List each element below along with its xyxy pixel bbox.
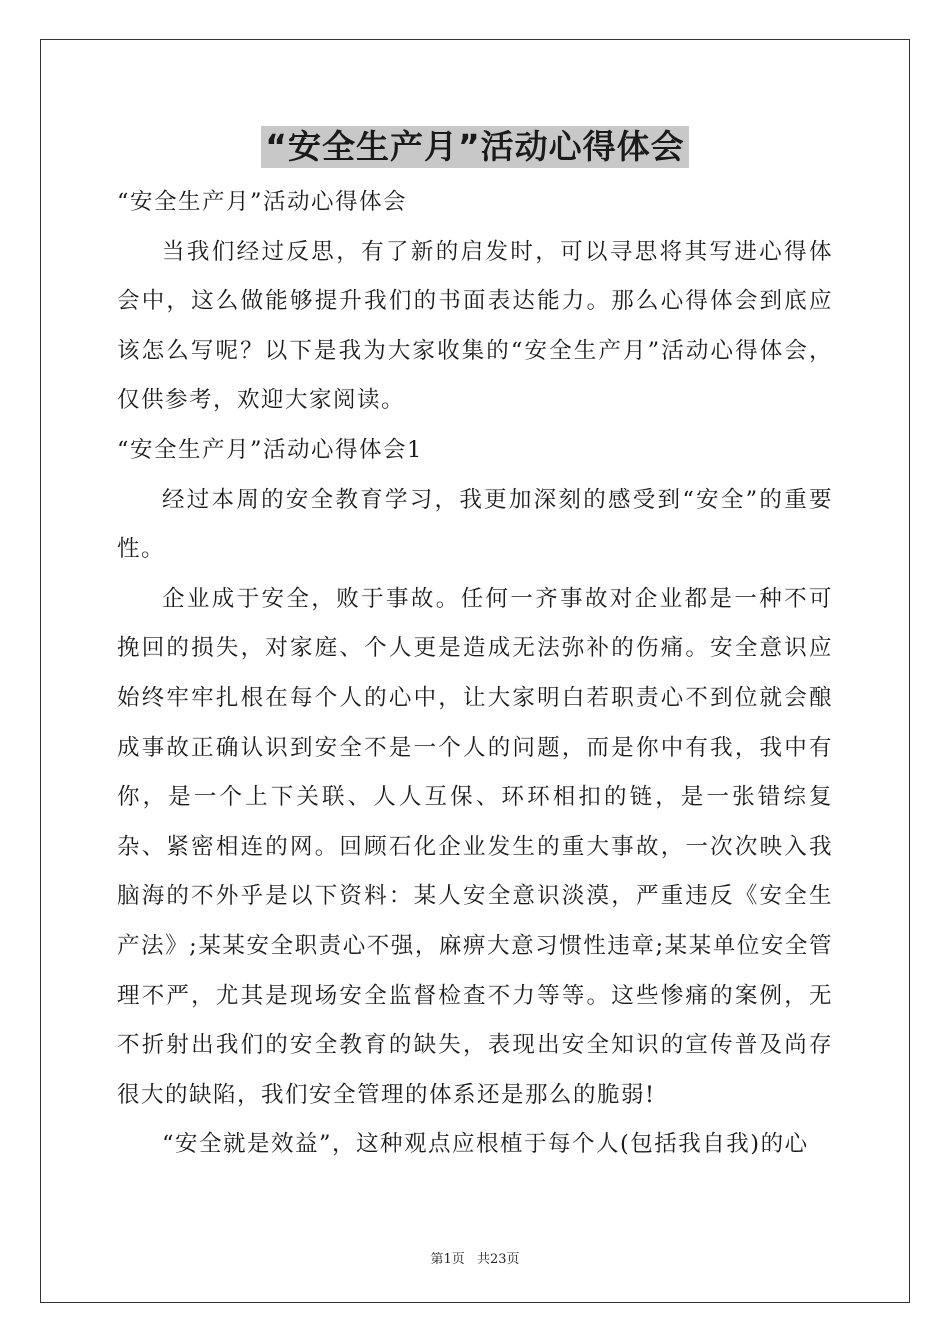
body-paragraph: 企业成于安全，败于事故。任何一齐事故对企业都是一种不可挽回的损失，对家庭、个人更是造成无法弥补的伤痛。安全意识应始终牢牢扎根在每个人的心中，让大家明白若职责心不到位就会酿成事故正确认识到安全不是一个人的问题，而是你中有我，我中有你，是一个上下关联、人人互保、环环相扣的链，是一张错综复杂、紧密相连的网。回顾石化企业发生的重大事故，一次次映入我脑海的不外乎是以下资料：某人安全意识淡漠，严重违反《安全生产法》;某某安全职责心不强，麻痹大意习惯性违章;某某单位安全管理不严，尤其是现场安全监督检查不力等等。这些惨痛的案例，无不折射出我们的安全教育的缺失，表现出安全知识的宣传普及尚存很大的缺陷，我们安全管理的体系还是那么的脆弱! — [117, 585, 833, 1108]
page-number: 第1页 — [430, 1252, 465, 1267]
subtitle-paragraph: “安全生产月”活动心得体会 — [117, 189, 408, 215]
body-paragraph: “安全就是效益”，这种观点应根植于每个人(包括我自我)的心 — [162, 1131, 809, 1158]
document-body — [117, 178, 833, 1170]
document-title: “安全生产月”活动心得体会 — [261, 126, 688, 168]
title-container — [0, 126, 950, 168]
page-footer — [0, 1248, 950, 1267]
section-heading: “安全生产月”活动心得体会1 — [117, 436, 423, 463]
page-total: 共23页 — [476, 1252, 520, 1267]
intro-paragraph: 当我们经过反思，有了新的启发时，可以寻思将其写进心得体会中，这么做能够提升我们的书面表达能力。那么心得体会到底应该怎么写呢？以下是我为大家收集的“安全生产月”活动心得体会，仅供参考，欢迎大家阅读。 — [117, 238, 833, 414]
body-paragraph: 经过本周的安全教育学习，我更加深刻的感受到“安全”的重要性。 — [117, 486, 833, 563]
